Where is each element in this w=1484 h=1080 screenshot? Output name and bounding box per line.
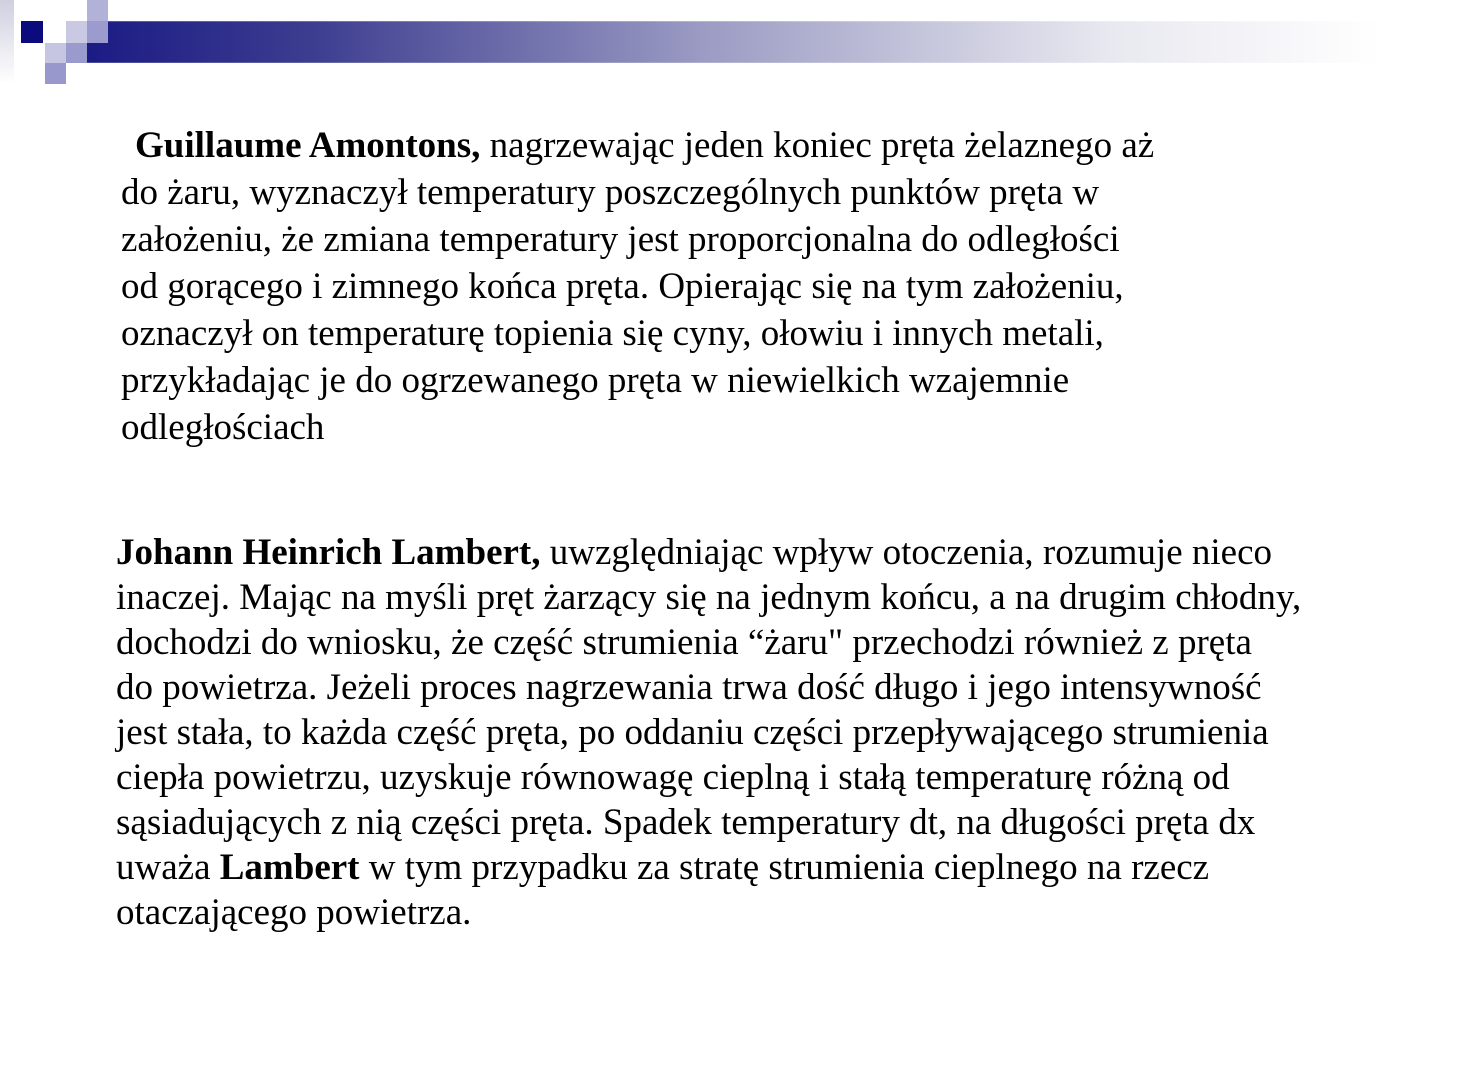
text-line (121, 216, 1154, 263)
text-segment: w tym przypadku za stratę strumienia cieplnego na rzecz (359, 847, 1210, 888)
text-line (116, 800, 1301, 845)
text-line (116, 845, 1301, 890)
text-segment: do powietrza. Jeżeli proces nagrzewania trwa dość długo i jego intensywność (116, 667, 1262, 708)
square-light-1 (66, 21, 87, 43)
text-line (121, 357, 1154, 404)
text-segment: inaczej. Mając na myśli pręt żarzący się na jednym końcu, a na drugim chłodny, (116, 577, 1302, 618)
bold-text-segment: Johann Heinrich Lambert, (116, 532, 541, 573)
amontons-paragraph (121, 122, 1154, 451)
text-segment: przykładając je do ogrzewanego pręta w niewielkich wzajemnie (121, 360, 1070, 401)
text-segment: założeniu, że zmiana temperatury jest proporcjonalna do odległości (121, 219, 1120, 260)
text-segment: odległościach (121, 407, 325, 448)
text-line (121, 169, 1154, 216)
text-segment: uważa (116, 847, 220, 888)
bold-text-segment: Guillaume Amontons, (135, 125, 481, 166)
square-med-1 (87, 21, 108, 43)
left-gradient-strip (0, 0, 14, 84)
text-segment: od gorącego i zimnego końca pręta. Opierając się na tym założeniu, (121, 266, 1124, 307)
text-line (121, 122, 1154, 169)
square-light-2 (45, 43, 66, 63)
lambert-paragraph (116, 530, 1301, 935)
text-segment: dochodzi do wniosku, że część strumienia “żaru" przechodzi również z pręta (116, 622, 1252, 663)
text-segment: ciepła powietrzu, uzyskuje równowagę cieplną i stałą temperaturę różną od (116, 757, 1230, 798)
square-top-light (87, 0, 108, 21)
text-line (116, 530, 1301, 575)
text-segment: nagrzewając jeden koniec pręta żelaznego aż (480, 125, 1155, 166)
text-line (116, 710, 1301, 755)
text-line (116, 620, 1301, 665)
square-med-2 (66, 43, 87, 63)
text-line (121, 310, 1154, 357)
text-line (116, 755, 1301, 800)
text-line (121, 263, 1154, 310)
header-bar (87, 21, 1380, 63)
text-segment: jest stała, to każda część pręta, po oddaniu części przepływającego strumienia (116, 712, 1269, 753)
text-line (116, 575, 1301, 620)
text-segment: do żaru, wyznaczył temperatury poszczególnych punktów pręta w (121, 172, 1100, 213)
text-line (121, 404, 1154, 451)
text-segment: uwzględniając wpływ otoczenia, rozumuje nieco (540, 532, 1272, 573)
text-line (116, 890, 1301, 935)
bold-text-segment: Lambert (219, 847, 360, 888)
square-med-3 (45, 63, 66, 84)
square-dark (21, 21, 43, 43)
text-segment: otaczającego powietrza. (116, 892, 472, 933)
text-segment: oznaczył on temperaturę topienia się cyny, ołowiu i innych metali, (121, 313, 1104, 354)
text-segment: sąsiadujących z nią części pręta. Spadek temperatury dt, na długości pręta dx (116, 802, 1256, 843)
text-line (116, 665, 1301, 710)
